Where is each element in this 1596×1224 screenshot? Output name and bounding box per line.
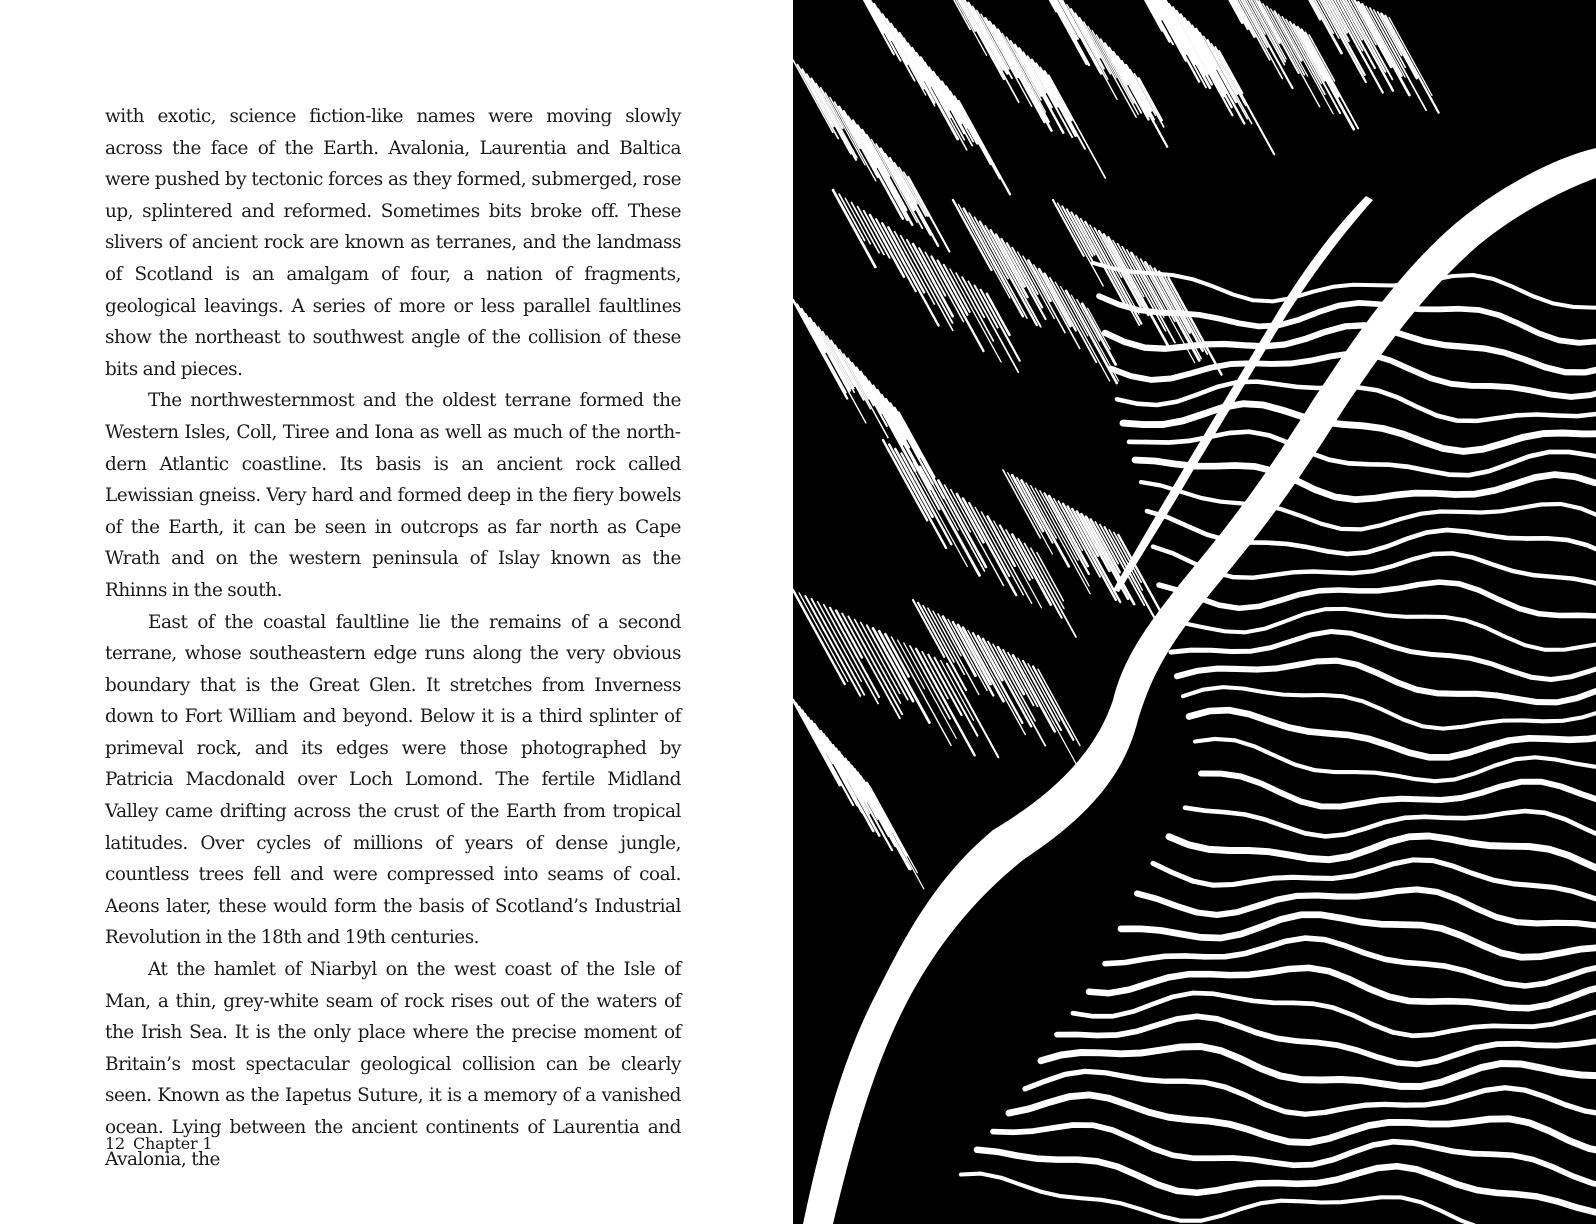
woodcut-svg (793, 0, 1596, 1224)
paragraph-2: The northwesternmost and the oldest terrane formed the Western Isles, Coll, Tiree and Iona as well as much of the northdern Atlantic coastline. Its basis is an ancient rock called Lewissian gneiss. Very hard and formed deep in the fiery bowels of the Earth, it can be seen in outcrops as far north as Cape Wrath and on the western peninsula of Islay known as the Rhinns in the south. (105, 390, 681, 601)
paragraph-4: At the hamlet of Niarbyl on the west coast of the Isle of Man, a thin, grey-white seam of rock rises out of the waters of the Irish Sea. It is the only place where the precise moment of Britain’s most spectacular geological collision can be clearly seen. Known as the Iapetus Suture, it is a memory of a vanished ocean. Lying between the ancient continents of Laurentia and Avalonia, the (105, 959, 681, 1170)
page-footer (105, 1134, 212, 1153)
woodcut-illustration (793, 0, 1596, 1224)
paragraph-3: East of the coastal faultline lie the remains of a second terrane, whose southeastern edge runs along the very obvious boundary that is the Great Glen. It stretches from Inverness down to Fort William and beyond. Below it is a third splinter of primeval rock, and its edges were those photographed by Patricia Macdonald over Loch Lomond. The fertile Midland Valley came drifting across the crust of the Earth from tropical latitudes. Over cycles of millions of years of dense jungle, countless trees fell and were compressed into seams of coal. Aeons later, these would form the basis of Scotland’s Industrial Revolution in the 18th and 19th centuries. (105, 611, 681, 949)
body-text (105, 101, 681, 1175)
running-chapter-title: Chapter 1 (132, 1134, 213, 1153)
paragraph-1: with exotic, science fiction-like names were moving slowly across the face of the Earth. Avalonia, Laurentia and Baltica were pushed by tectonic forces as they formed, submerged, rose up, splintered and reformed. Sometimes bits broke off. These slivers of ancient rock are known as terranes, and the landmass of Scotland is an amalgam of four, a nation of fragments, geological leavings. A series of more or less parallel faultlines show the northeast to southwest angle of the collision of these bits and pieces. (105, 106, 681, 380)
left-page (0, 0, 793, 1224)
page-number: 12 (105, 1134, 125, 1153)
